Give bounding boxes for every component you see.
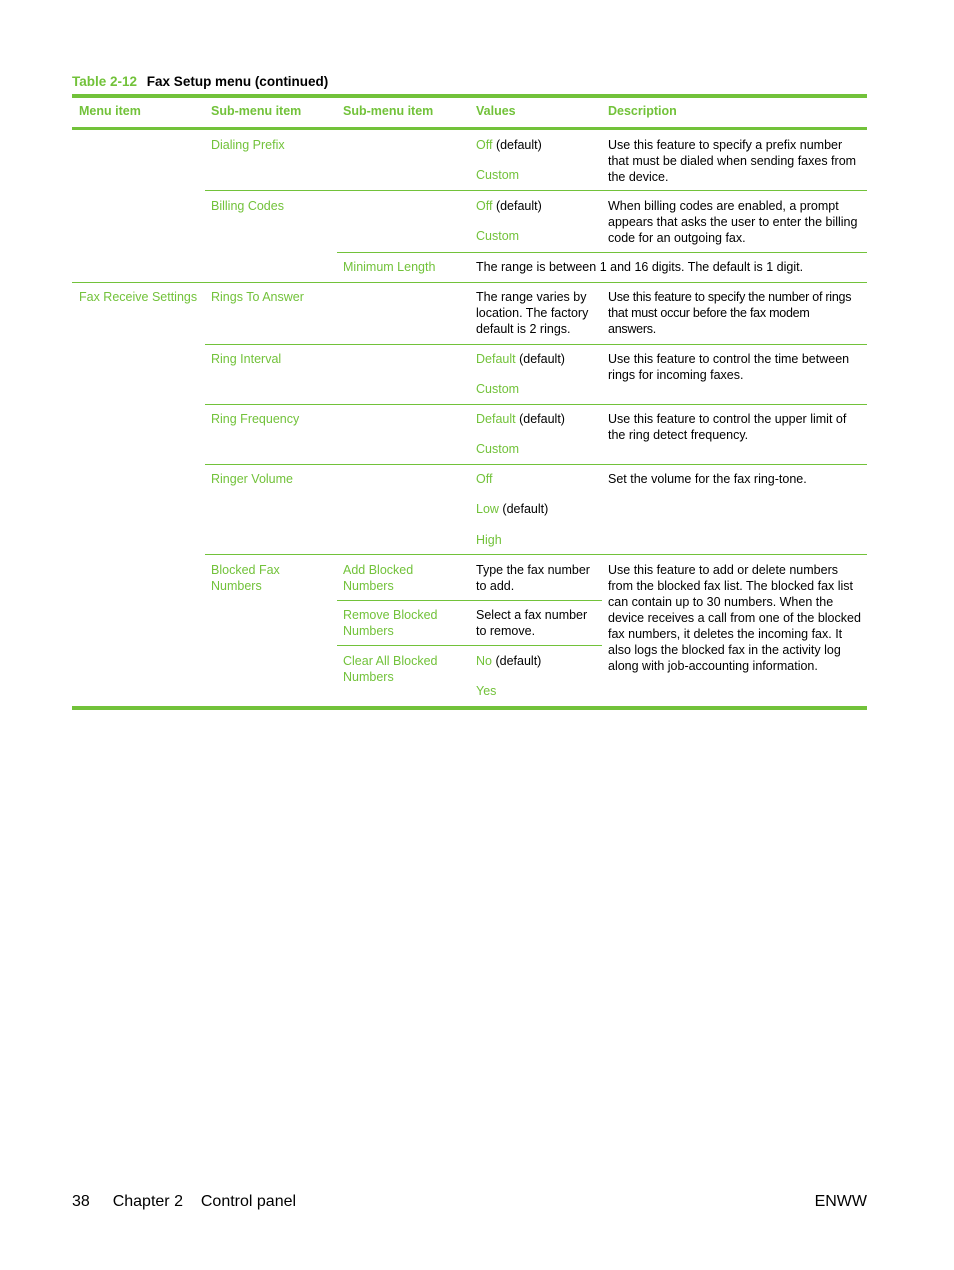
value-rings-to-answer: The range varies by location. The factory default is 2 rings. xyxy=(476,290,589,336)
header-submenu-item-2: Sub-menu item xyxy=(343,104,434,118)
submenu-ring-frequency: Ring Frequency xyxy=(211,412,300,426)
table-top-rule xyxy=(72,94,867,98)
row-divider xyxy=(205,464,867,465)
value-remove-blocked: Select a fax number to remove. xyxy=(476,608,588,638)
value-high: High xyxy=(476,533,502,547)
submenu-rings-to-answer: Rings To Answer xyxy=(211,290,304,304)
value-off: Off xyxy=(476,472,493,486)
row-divider xyxy=(337,645,602,646)
description-dialing-prefix: Use this feature to specify a prefix number that must be dialed when sending faxes from the device. xyxy=(608,138,857,184)
value-off: Off (default) xyxy=(476,138,542,152)
footer-enww: ENWW xyxy=(814,1193,867,1210)
value-custom: Custom xyxy=(476,382,520,396)
value-custom: Custom xyxy=(476,168,520,182)
row-divider xyxy=(205,344,867,345)
description-ringer-volume: Set the volume for the fax ring-tone. xyxy=(608,472,807,486)
header-submenu-item-1: Sub-menu item xyxy=(211,104,302,118)
description-ring-interval: Use this feature to control the time between rings for incoming faxes. xyxy=(608,352,850,382)
table-caption xyxy=(72,74,328,89)
page-number: 38 xyxy=(72,1193,90,1210)
description-billing-codes: When billing codes are enabled, a prompt appears that asks the user to enter the billing code for an outgoing fax. xyxy=(608,199,858,245)
row-divider xyxy=(205,554,867,555)
submenu-ringer-volume: Ringer Volume xyxy=(211,472,293,486)
description-rings-to-answer: Use this feature to specify the number of rings that must occur before the fax modem answers. xyxy=(608,290,852,336)
value-minimum-length: The range is between 1 and 16 digits. The default is 1 digit. xyxy=(476,260,804,274)
menu-fax-receive-settings: Fax Receive Settings xyxy=(79,290,198,304)
footer-section: Control panel xyxy=(200,1193,297,1210)
header-description: Description xyxy=(608,104,677,118)
header-menu-item: Menu item xyxy=(79,104,141,118)
value-off: Off (default) xyxy=(476,199,542,213)
submenu-remove-blocked-numbers: Remove Blocked Numbers xyxy=(343,608,438,638)
row-divider xyxy=(337,252,867,253)
value-custom: Custom xyxy=(476,442,520,456)
row-divider xyxy=(72,282,867,283)
row-divider xyxy=(337,600,602,601)
table-bottom-rule xyxy=(72,706,867,710)
submenu-minimum-length: Minimum Length xyxy=(343,260,436,274)
value-no: No (default) xyxy=(476,654,542,668)
header-bottom-rule xyxy=(72,127,867,130)
value-default: Default (default) xyxy=(476,352,565,366)
value-low: Low (default) xyxy=(476,502,549,516)
description-blocked-fax-numbers: Use this feature to add or delete numbers from the blocked fax list. The blocked fax list can contain up to 30 numbers. When the device receives a call from one of the blocked fax numbers, it deletes the incoming fax. It also logs the blocked fax in the activity log along with job-accounting information. xyxy=(608,563,861,673)
table-number: Table 2-12 xyxy=(72,74,138,89)
submenu-clear-all-blocked-numbers: Clear All Blocked Numbers xyxy=(343,654,438,684)
submenu-blocked-fax-numbers: Blocked Fax Numbers xyxy=(211,563,280,593)
submenu-dialing-prefix: Dialing Prefix xyxy=(211,138,285,152)
value-yes: Yes xyxy=(476,684,497,698)
submenu-billing-codes: Billing Codes xyxy=(211,199,284,213)
submenu-ring-interval: Ring Interval xyxy=(211,352,282,366)
header-values: Values xyxy=(476,104,516,118)
footer-chapter: Chapter 2 xyxy=(112,1193,183,1210)
footer-left xyxy=(72,1192,296,1212)
table-title: Fax Setup menu (continued) xyxy=(146,74,329,89)
row-divider xyxy=(205,404,867,405)
submenu-add-blocked-numbers: Add Blocked Numbers xyxy=(343,563,414,593)
value-default: Default (default) xyxy=(476,412,565,426)
value-add-blocked: Type the fax number to add. xyxy=(476,563,590,593)
row-divider xyxy=(205,190,867,191)
value-custom: Custom xyxy=(476,229,520,243)
description-ring-frequency: Use this feature to control the upper limit of the ring detect frequency. xyxy=(608,412,847,442)
